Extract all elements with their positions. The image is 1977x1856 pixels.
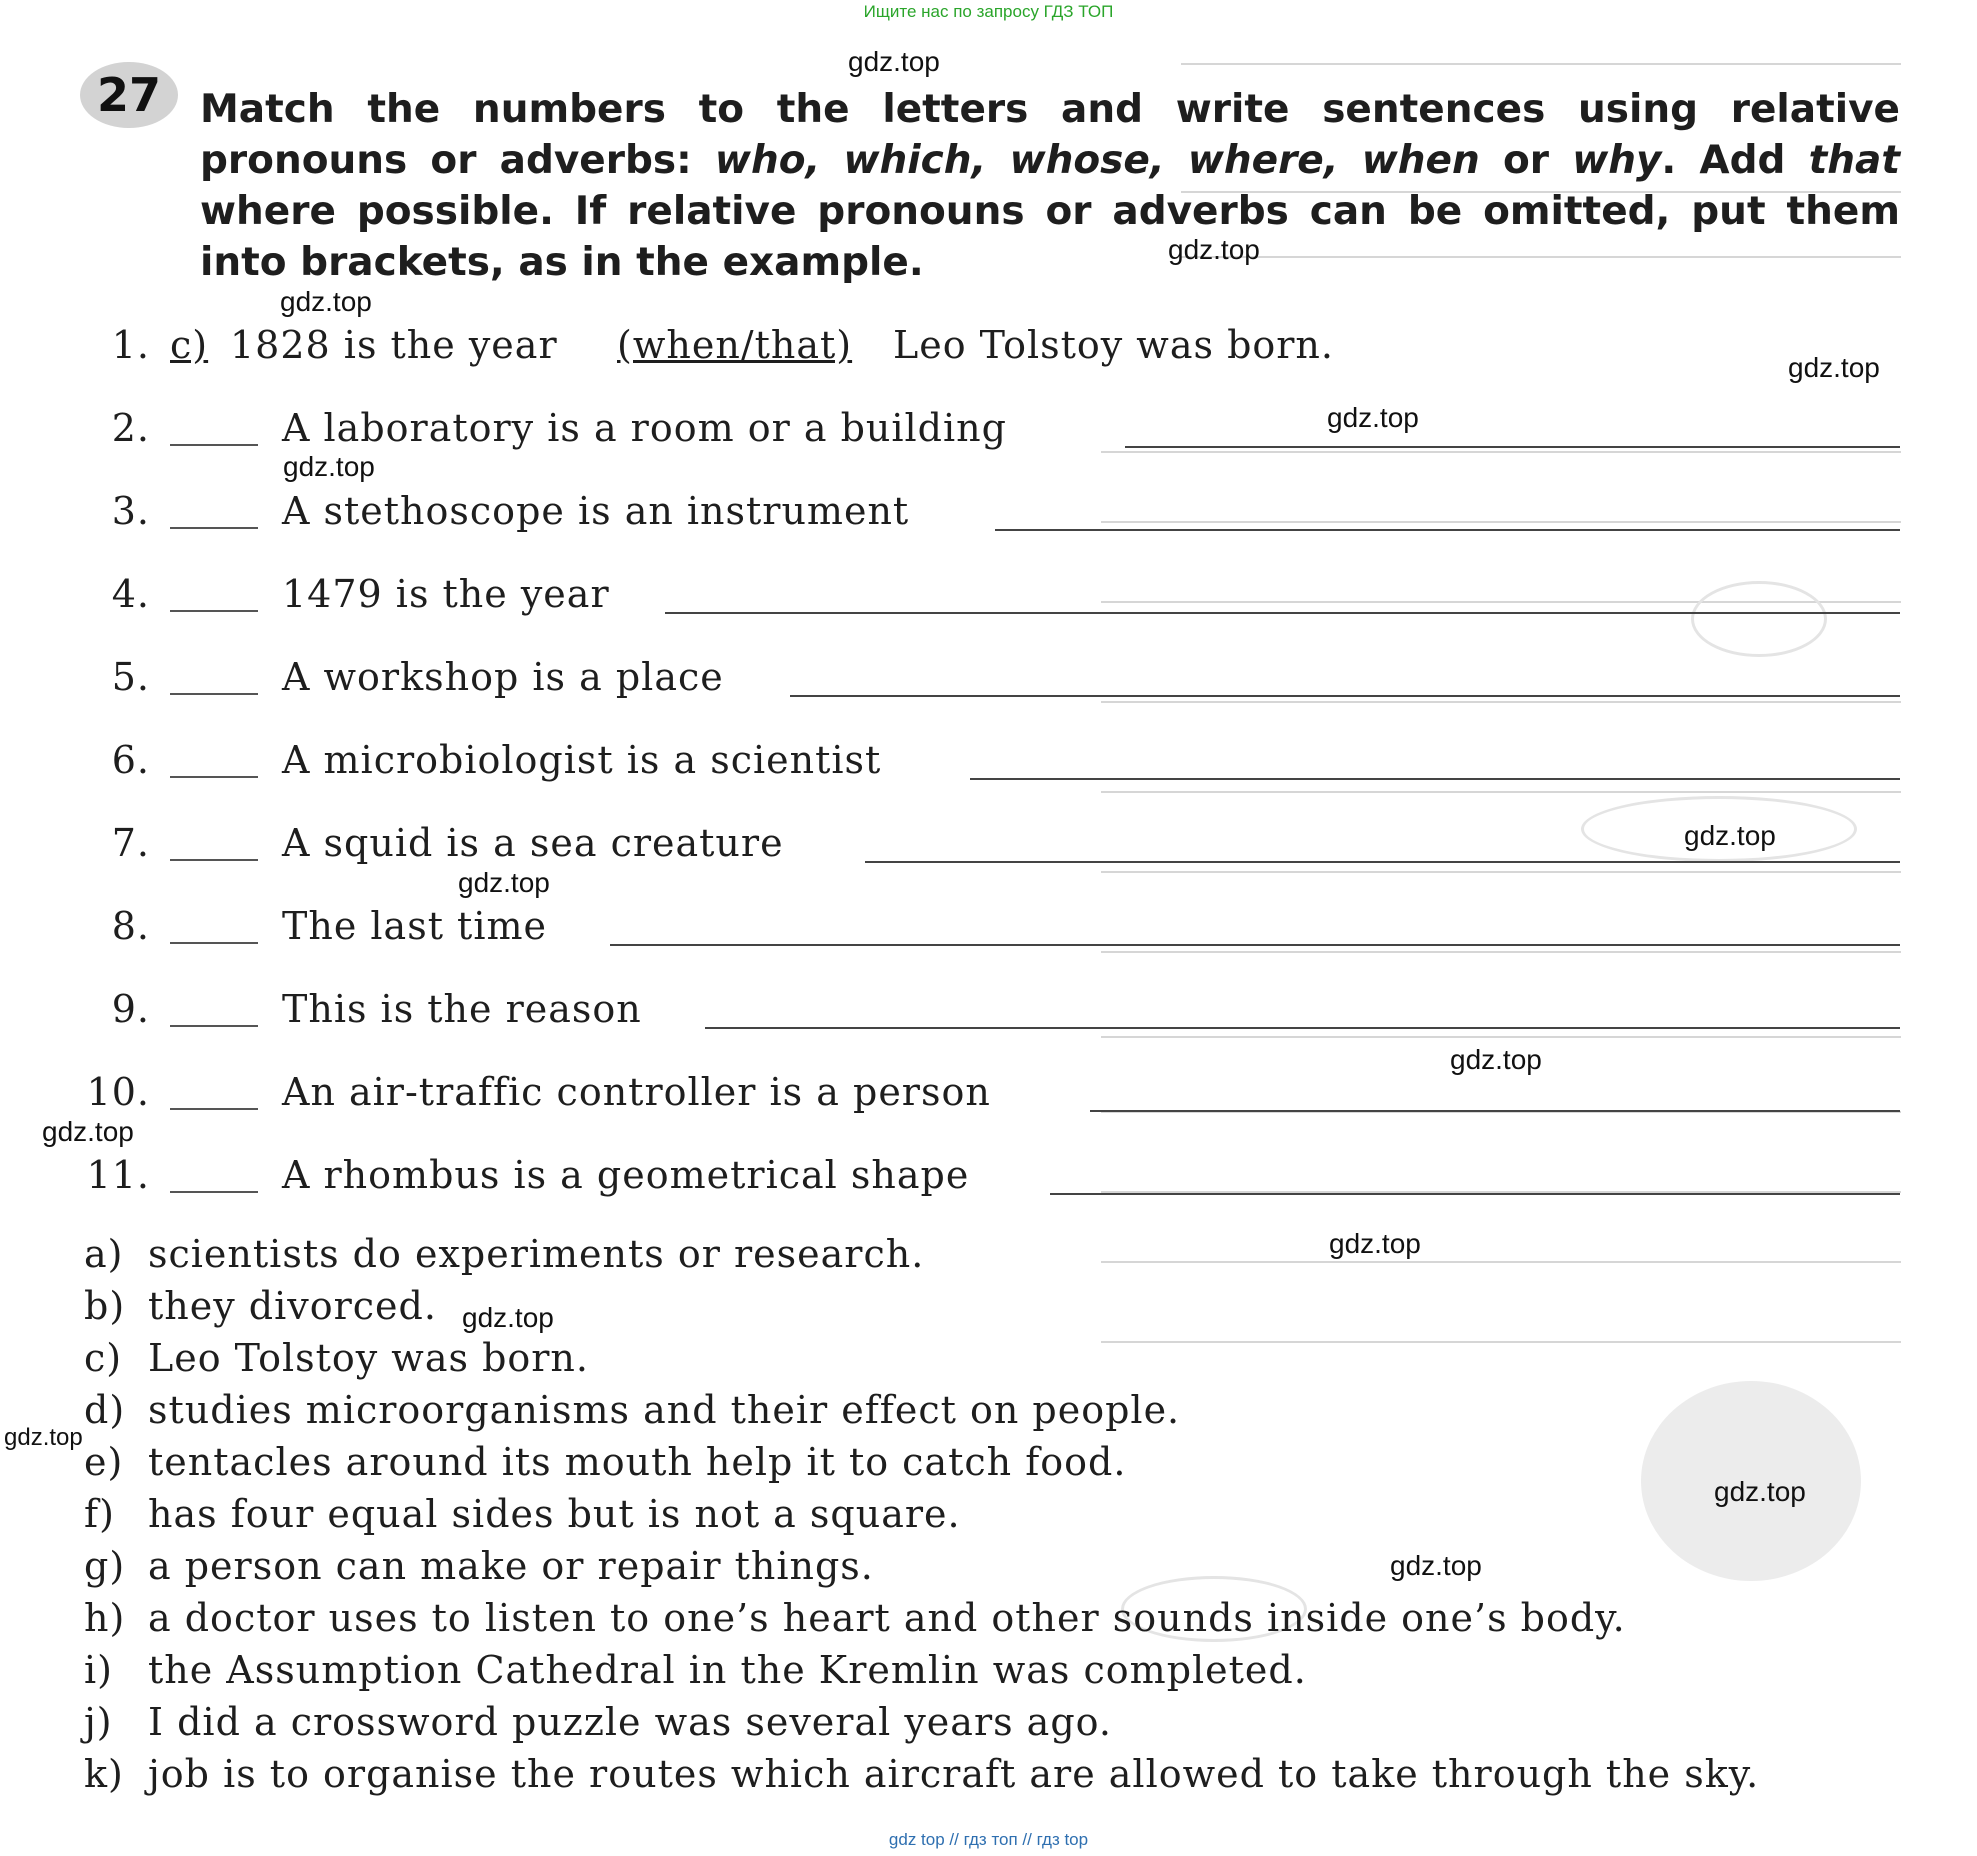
option-item xyxy=(84,1284,437,1328)
item-stem: A stethoscope is an instrument xyxy=(282,489,910,533)
watermark: gdz.top xyxy=(848,46,940,77)
option-text: tentacles around its mouth help it to catch food. xyxy=(148,1440,1127,1484)
answer-line[interactable] xyxy=(995,529,1900,531)
item-row xyxy=(0,489,1900,549)
watermark: gdz.top xyxy=(1788,352,1880,383)
answer-blank[interactable] xyxy=(170,859,258,861)
item-answer: c) xyxy=(170,323,209,367)
item-stem: A microbiologist is a scientist xyxy=(282,738,882,782)
item-number: 3. xyxy=(111,489,150,533)
item-stem: 1479 is the year xyxy=(282,572,610,616)
option-letter: i) xyxy=(84,1648,113,1692)
answer-line[interactable] xyxy=(1125,446,1900,448)
instructions-pronouns: who, which, whose, where, when xyxy=(714,138,1480,183)
item-stem: This is the reason xyxy=(282,987,642,1031)
option-item xyxy=(84,1440,1126,1484)
top-banner: Ищите нас по запросу ГДЗ ТОП xyxy=(863,2,1114,21)
answer-blank[interactable] xyxy=(170,1191,258,1193)
option-text: job is to organise the routes which aircraft are allowed to take through the sky. xyxy=(148,1752,1760,1796)
option-item xyxy=(84,1388,1180,1432)
option-text: they divorced. xyxy=(148,1284,437,1328)
item-stem: A rhombus is a geometrical shape xyxy=(282,1153,970,1197)
item-stem: A squid is a sea creature xyxy=(282,821,784,865)
item-row xyxy=(0,821,1900,881)
item-number: 6. xyxy=(111,738,150,782)
item-row xyxy=(0,904,1900,964)
instructions-why: why xyxy=(1572,138,1662,183)
item-number: 5. xyxy=(111,655,150,699)
answer-line[interactable] xyxy=(705,1027,1900,1029)
watermark: gdz.top xyxy=(462,1302,554,1333)
answer-blank[interactable] xyxy=(170,693,258,695)
option-letter: k) xyxy=(84,1752,124,1796)
answer-line[interactable] xyxy=(790,695,1900,697)
item-stem: 1828 is the year xyxy=(230,323,558,367)
option-letter: g) xyxy=(84,1544,126,1588)
watermark: gdz.top xyxy=(1390,1550,1482,1581)
option-text: I did a crossword puzzle was several years ago. xyxy=(148,1700,1112,1744)
option-letter: b) xyxy=(84,1284,126,1328)
item-number: 1. xyxy=(111,323,150,367)
item-stem: An air-traffic controller is a person xyxy=(282,1070,991,1114)
instructions-part-1: Match the numbers to the letters and write sentences using relative pronouns or adverbs: xyxy=(200,87,1900,183)
item-stem: A laboratory is a room or a building xyxy=(282,406,1007,450)
option-item xyxy=(84,1492,961,1536)
answer-blank[interactable] xyxy=(170,610,258,612)
answer-blank[interactable] xyxy=(170,776,258,778)
option-item xyxy=(84,1596,1626,1640)
answer-line[interactable] xyxy=(665,612,1900,614)
watermark: gdz.top xyxy=(1684,820,1776,851)
item-row xyxy=(0,1153,1900,1213)
answer-line[interactable] xyxy=(1050,1193,1900,1195)
option-item xyxy=(84,1544,874,1588)
option-text: a doctor uses to listen to one’s heart and other sounds inside one’s body. xyxy=(148,1596,1626,1640)
option-item xyxy=(84,1336,589,1380)
answer-blank[interactable] xyxy=(170,444,258,446)
watermark: gdz.top xyxy=(458,867,550,898)
watermark: gdz.top xyxy=(280,286,372,317)
watermark: gdz.top xyxy=(4,1424,83,1451)
item-row xyxy=(0,738,1900,798)
watermark: gdz.top xyxy=(1327,402,1419,433)
option-text: a person can make or repair things. xyxy=(148,1544,874,1588)
answer-line[interactable] xyxy=(970,778,1900,780)
option-text: scientists do experiments or research. xyxy=(148,1232,925,1276)
watermark: gdz.top xyxy=(1168,234,1260,265)
item-relative-word: (when/that) xyxy=(617,323,853,367)
option-letter: h) xyxy=(84,1596,126,1640)
answer-blank[interactable] xyxy=(170,527,258,529)
option-letter: e) xyxy=(84,1440,124,1484)
watermark: gdz.top xyxy=(42,1116,134,1147)
item-rest: Leo Tolstoy was born. xyxy=(893,323,1334,367)
option-letter: d) xyxy=(84,1388,126,1432)
answer-line[interactable] xyxy=(865,861,1900,863)
item-number: 8. xyxy=(111,904,150,948)
item-row xyxy=(0,655,1900,715)
item-number: 2. xyxy=(111,406,150,450)
option-text: Leo Tolstoy was born. xyxy=(148,1336,589,1380)
option-text: studies microorganisms and their effect on people. xyxy=(148,1388,1181,1432)
option-item xyxy=(84,1700,1112,1744)
item-row xyxy=(0,323,1900,383)
answer-blank[interactable] xyxy=(170,1108,258,1110)
instructions-part-3: . Add xyxy=(1661,138,1809,183)
option-letter: f) xyxy=(84,1492,115,1536)
option-item xyxy=(84,1648,1307,1692)
answer-blank[interactable] xyxy=(170,942,258,944)
watermark: gdz.top xyxy=(283,451,375,482)
item-number: 7. xyxy=(111,821,150,865)
instructions-part-4: where possible. If relative pronouns or adverbs can be omitted, put them into brackets, as in the example. xyxy=(200,189,1900,285)
option-item xyxy=(84,1232,924,1276)
item-row xyxy=(0,1070,1900,1130)
exercise-number-badge: 27 xyxy=(80,62,178,128)
instructions-that: that xyxy=(1808,138,1900,183)
option-item xyxy=(84,1752,1759,1796)
answer-line[interactable] xyxy=(610,944,1900,946)
watermark: gdz.top xyxy=(1714,1476,1806,1507)
option-letter: a) xyxy=(84,1232,124,1276)
item-stem: A workshop is a place xyxy=(282,655,724,699)
item-stem: The last time xyxy=(282,904,547,948)
watermark: gdz.top xyxy=(1329,1228,1421,1259)
watermark: gdz.top xyxy=(1450,1044,1542,1075)
item-number: 10. xyxy=(86,1070,150,1114)
option-text: has four equal sides but is not a square. xyxy=(148,1492,961,1536)
option-letter: j) xyxy=(84,1700,113,1744)
item-number: 9. xyxy=(111,987,150,1031)
item-row xyxy=(0,572,1900,632)
item-number: 11. xyxy=(86,1153,150,1197)
option-letter: c) xyxy=(84,1336,123,1380)
instructions-part-2: or xyxy=(1479,138,1573,183)
item-number: 4. xyxy=(111,572,150,616)
bottom-banner: gdz top // гдз топ // гдз top xyxy=(888,1830,1089,1849)
exercise-instructions xyxy=(200,84,1900,288)
answer-blank[interactable] xyxy=(170,1025,258,1027)
option-text: the Assumption Cathedral in the Kremlin was completed. xyxy=(148,1648,1307,1692)
item-row xyxy=(0,987,1900,1047)
answer-line[interactable] xyxy=(1090,1110,1900,1112)
